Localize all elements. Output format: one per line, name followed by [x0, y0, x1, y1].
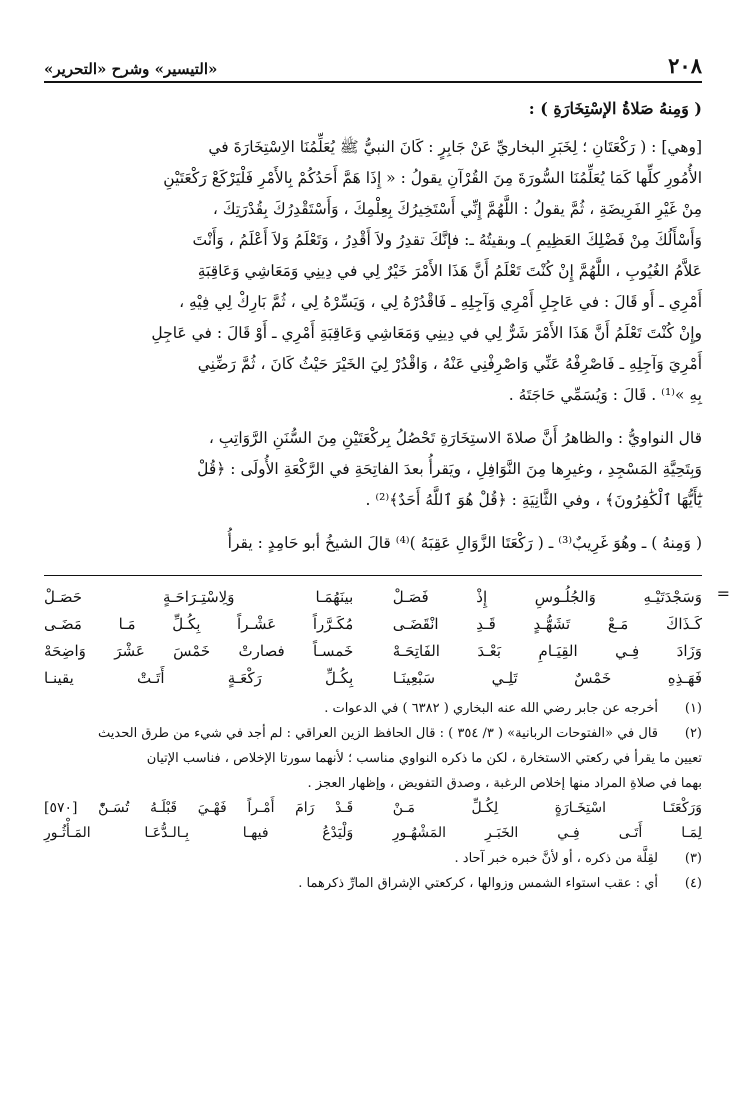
verse-second-half: قَـدْ رَامَ أَمْـراً فَهْـيَ قَبْلَـهُ تُسَـنّْ [٥٧٠] — [44, 800, 354, 816]
verse-second-half: خَمسـاً فصارتْ خَمْسَ عَشْرَ وَاضِحَهْ — [44, 642, 354, 660]
text-line: الأُمُورِ كلِّها كَمَا يُعَلِّمُنَا السُّورَةَ مِنَ القُرْآنِ يقولُ : « إِذَا هَمَّ أَحَدُكُمْ بِالأَمْرِ فَلْيَرْكَعْ رَكْعَتَيْنِ — [163, 169, 702, 187]
paragraph-hadith — [44, 132, 702, 411]
text-line: أَمْرِيَ وَآجِلِهِ ـ فَاصْرِفْهُ عَنِّي وَاصْرِفْنِي عَنْهُ ، وَاقْدُرْ لِيَ الخَيْرَ حَيْثُ كَانَ ، ثُمَّ رَضِّنِي — [197, 355, 702, 373]
verse-first-half: وَزَادَ فِـي القِيَـامِ بَعْـدَ الفَاتِحَـهْ — [392, 642, 702, 660]
footnote-verse-row — [44, 796, 702, 821]
verse-row — [44, 584, 702, 611]
footnote-number: (١) — [684, 701, 702, 716]
verse-second-half: مُكَـرَّراً عَشْـراً بِكُـلِّ مَـا مَضَـى — [44, 615, 354, 633]
footnote-number: (٢) — [684, 726, 702, 741]
footnote-continuation: تعيين ما يقرأ في ركعتي الاستخارة ، لكن ما ذكره النواوي مناسب ؛ لأنهما سورتا الإخلاص ، فناسب الإتيان — [146, 751, 702, 766]
text-line: [وهي] : ( رَكْعَتَانِ ؛ لِخَبَرِ البخاريِّ عَنْ جَابِرٍ : كَانَ النبيُّ ﷺ يُعَلِّمُنَا الاِسْتِخَارَةَ في — [208, 138, 702, 156]
verse-first-half: وَسَجْدَتَيْـهِ وَالجُلُـوسِ إِذْ فَصَـلْ — [392, 588, 702, 606]
footnote-number: (٤) — [684, 876, 702, 891]
footnote-text: أي : عقب استواء الشمس وزوالها ، كركعتي الإشراق المارِّ ذكرهما . — [298, 876, 658, 891]
text-line: بِهِ »⁽¹⁾ . قَالَ : وَيُسَمِّي حَاجَتَهُ . — [508, 386, 702, 404]
footnote — [44, 721, 702, 746]
footnote-text: قال في «الفتوحات الربانية» ( ٣/ ٣٥٤ ) : قال الحافظ الزين العراقي : لم أجد في شيء من طرق الحديث — [98, 726, 658, 741]
page — [44, 48, 730, 896]
footnote-text: أخرجه عن جابر رضي الله عنه البخاري ( ٦٣٨٢ ) في الدعوات . — [324, 701, 658, 716]
continuation-mark: = — [716, 584, 730, 603]
section-title: ( وَمِنهُ صَلاةُ الإسْتِخَارَةِ ) : — [528, 99, 702, 118]
paragraph-nawawi — [44, 423, 702, 516]
footnotes — [44, 696, 702, 896]
verse-first-half: لِمَـا أَتَـى فِـي الخَبَـرِ المَشْهُـورِ — [392, 825, 702, 841]
page-header — [44, 48, 702, 83]
text-line: أَمْرِي ـ أَو قَالَ : في عَاجِلِ أَمْرِي وَآجِلِهِ ـ فَاقْدُرْهُ لِي ، وَيَسِّرْهُ لِي ، ثُمَّ بَارِكْ لِي فِيْهِ ، — [179, 293, 702, 311]
verse-row — [44, 665, 702, 692]
footnote-text: لقِلَّة من ذكره ، أو لأنَّ خبره خبر آحاد . — [454, 851, 658, 866]
footnote-verse-row — [44, 821, 702, 846]
footnote — [44, 846, 702, 871]
verse-first-half: كَـذَاكَ مَـعْ تَشَهُّـدٍ قَـدِ انْقَضَـى — [392, 615, 702, 633]
text-line: مِنْ غَيْرِ الفَرِيضَةِ ، ثُمَّ يقولُ : اللَّهُمَّ إِنِّي أَسْتَخِيرُكَ بِعِلْمِكَ ، وَأَسْتَقْدِرُكَ بِقُدْرَتِكَ ، — [212, 200, 702, 218]
footnote-continuation: بهما في صلاةِ المراد منها إخلاص الرغبة ، وصدق التفويض ، وإظهار العجز . — [307, 776, 702, 791]
verse-second-half: بِكُـلِّ رَكْعَـةٍ أَتَـتْ يقينـا — [44, 669, 354, 687]
running-title: «التيسير» وشرح «التحرير» — [44, 60, 218, 78]
text-line: عَلاَّمُ الغُيُوبِ ، اللَّهُمَّ إِنْ كُنْتَ تَعْلَمُ أَنَّ هَذَا الأَمْرَ خَيْرٌ لِي في دِينِي وَمَعَاشِي وَعَاقِبَةِ — [197, 262, 702, 280]
text-line: وإِنْ كُنْتَ تَعْلَمُ أَنَّ هَذَا الأَمْرَ شَرٌّ لِي في دِينِي وَمَعَاشِي وَعَاقِبَةِ أَمْرِي ـ أَوْ قَالَ : في عَاجِلِ — [151, 324, 702, 342]
verse-row — [44, 611, 702, 638]
text-line: ( وَمِنهُ ) ـ وهُوَ غَرِيبٌ⁽³⁾ ـ ( رَكْعَتَا الزَّوَالِ عَقِبَهُ )⁽⁴⁾ قالَ الشيخُ أبو حَامِدٍ : يقرأُ — [227, 534, 702, 552]
text-line: وَبِتَحِيَّةِ المَسْجِدِ ، وغيرِها مِنَ النَّوَافِلِ ، ويَقرأُ بعدَ الفاتِحَةِ في الرَّكْعَةِ الأُولَى : ﴿قُلْ — [197, 460, 702, 478]
footnote — [44, 871, 702, 896]
paragraph-zawal — [44, 528, 702, 559]
text-line: قال النواويُّ : والظاهرُ أَنَّ صلاةَ الاستِخَارَةِ تَحْصُلُ بِركْعَتَيْنِ مِنَ السُّنَنِ الرَّوَاتِبِ ، — [208, 429, 702, 447]
footnote-number: (٣) — [684, 851, 702, 866]
text-line: يَٰٓأَيُّهَا ٱلْكَٰفِرُونَ﴾ ، وفي الثَّانِيَةِ : ﴿قُلْ هُوَ ٱللَّهُ أَحَدٌ﴾⁽²⁾ . — [365, 491, 702, 509]
verse-second-half: وَلْيَدْعُ فيهـا بِـالـدُّعَـا المَـأْثُـورِ — [44, 825, 354, 841]
text-line: وَأَسْأَلُكَ مِنْ فَضْلِكَ العَظِيمِ )ـ وبقيتُهُ ـ: فإنَّكَ تقدِرُ ولاَ أَقْدِرُ ، وَتَعْلَمُ وَلاَ أَعْلَمُ ، وَأَنْتَ — [192, 231, 702, 249]
verse-second-half: بينَهُمَـا وَلِاسْتِـرَاحَـةٍ حَصَـلْ — [44, 588, 354, 606]
verse-row — [44, 638, 702, 665]
verse-first-half: فَهَـذِهِ خَمْسٌ تَلِـي سَبْعِينَـا — [392, 669, 702, 687]
poem-block — [44, 575, 730, 692]
footnote — [44, 696, 702, 721]
verse-first-half: وَرَكْعَتَـا اسْتِخَـارَةٍ لِكُـلِّ مَـنْ — [392, 800, 702, 816]
page-number: ٢٠٨ — [668, 53, 702, 78]
